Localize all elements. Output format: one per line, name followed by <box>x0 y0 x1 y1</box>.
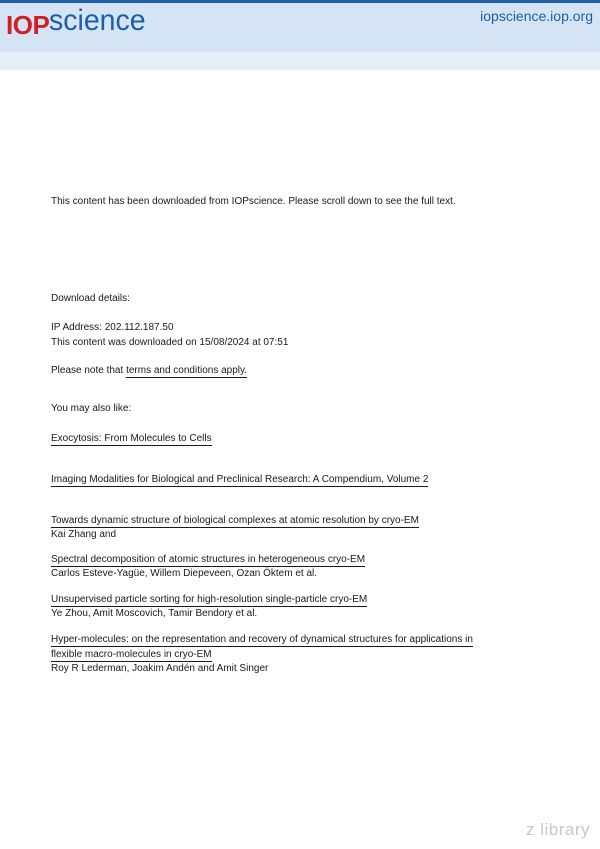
article-authors: Carlos Esteve-Yagüe, Willem Diepeveen, Ozan Öktem et al. <box>51 568 318 579</box>
download-timestamp: This content was downloaded on 15/08/2024 at 07:51 <box>51 337 289 348</box>
download-details-heading: Download details: <box>51 293 130 304</box>
article-link <box>51 633 473 646</box>
article-title[interactable]: Imaging Modalities for Biological and Preclinical Research: A Compendium, Volume 2 <box>51 474 429 485</box>
iopscience-logo[interactable] <box>6 3 151 38</box>
also-like-heading: You may also like: <box>51 403 132 414</box>
terms-link[interactable]: terms and conditions apply. <box>126 365 248 376</box>
article-link <box>51 648 212 661</box>
logo-science-text: science <box>49 4 146 37</box>
ip-address: IP Address: 202.112.187.50 <box>51 322 174 333</box>
article-title[interactable]: Towards dynamic structure of biological complexes at atomic resolution by cryo-EM <box>51 515 419 526</box>
article-title[interactable]: Spectral decomposition of atomic structures in heterogeneous cryo-EM <box>51 554 366 565</box>
article-title-line2[interactable]: flexible macro-molecules in cryo-EM <box>51 649 212 660</box>
article-authors: Kai Zhang and <box>51 529 117 540</box>
site-header <box>0 0 600 52</box>
zlibrary-watermark: z library <box>525 820 590 839</box>
article-title[interactable]: Unsupervised particle sorting for high-resolution single-particle cryo-EM <box>51 594 368 605</box>
site-url[interactable]: iopscience.iop.org <box>480 8 593 24</box>
article-link <box>51 593 367 606</box>
article-title[interactable]: Exocytosis: From Molecules to Cells <box>51 433 212 444</box>
article-authors: Ye Zhou, Amit Moscovich, Tamir Bendory et al. <box>51 608 258 619</box>
header-strip <box>0 52 600 70</box>
download-notice: This content has been downloaded from IOPscience. Please scroll down to see the full text. <box>51 196 456 207</box>
article-link <box>51 473 428 486</box>
article-link <box>51 432 212 445</box>
terms-prefix: Please note that <box>51 365 127 376</box>
terms-line <box>51 364 247 377</box>
logo-iop-text: IOP <box>6 10 50 40</box>
article-title-line1[interactable]: Hyper-molecules: on the representation and recovery of dynamical structures for applications in <box>51 634 473 645</box>
article-authors: Roy R Lederman, Joakim Andén and Amit Singer <box>51 663 269 674</box>
article-link <box>51 553 365 566</box>
article-link <box>51 514 419 527</box>
